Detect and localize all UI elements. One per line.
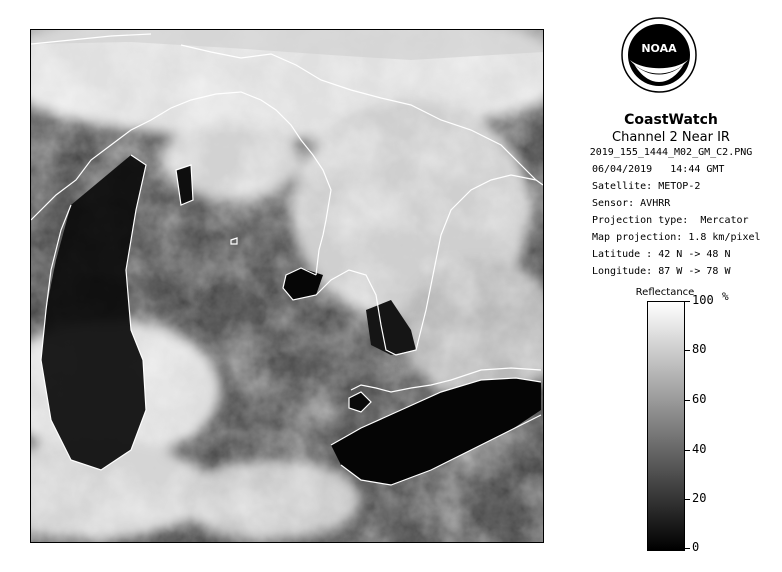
- meta-sensor: Sensor: AVHRR: [592, 198, 671, 209]
- colorbar-tick: [684, 301, 690, 302]
- meta-satellite: Satellite: METOP-2: [592, 181, 701, 192]
- colorbar-tick: [684, 499, 690, 500]
- meta-projection-type: Projection type: Mercator: [592, 215, 749, 226]
- noaa-seal-icon: [620, 16, 698, 106]
- colorbar-tick-label: 100: [692, 293, 714, 307]
- channel-label: Channel 2 Near IR: [612, 130, 730, 145]
- noaa-logo-text: NOAA: [641, 42, 677, 55]
- colorbar-tick-label: 40: [692, 442, 707, 456]
- colorbar-tick-label: 80: [692, 342, 707, 356]
- meta-map-projection: Map projection: 1.8 km/pixel: [592, 232, 761, 243]
- colorbar-unit: %: [722, 290, 729, 303]
- meta-latitude: Latitude : 42 N -> 48 N: [592, 249, 731, 260]
- colorbar-tick: [684, 350, 690, 351]
- colorbar-tick-label: 60: [692, 392, 707, 406]
- satellite-map-svg: [31, 30, 543, 542]
- meta-longitude: Longitude: 87 W -> 78 W: [592, 266, 731, 277]
- colorbar-label: Reflectance: [635, 287, 695, 298]
- app-title: CoastWatch: [624, 112, 718, 128]
- satellite-image: [30, 29, 544, 543]
- reflectance-colorbar: [647, 301, 685, 551]
- colorbar-tick-label: 0: [692, 540, 700, 554]
- colorbar-tick: [684, 548, 690, 549]
- image-filename: 2019_155_1444_M02_GM_C2.PNG: [589, 147, 753, 158]
- colorbar-tick-label: 20: [692, 491, 707, 505]
- colorbar-tick: [684, 450, 690, 451]
- colorbar-tick: [684, 400, 690, 401]
- meta-datetime: 06/04/2019 14:44 GMT: [592, 164, 725, 175]
